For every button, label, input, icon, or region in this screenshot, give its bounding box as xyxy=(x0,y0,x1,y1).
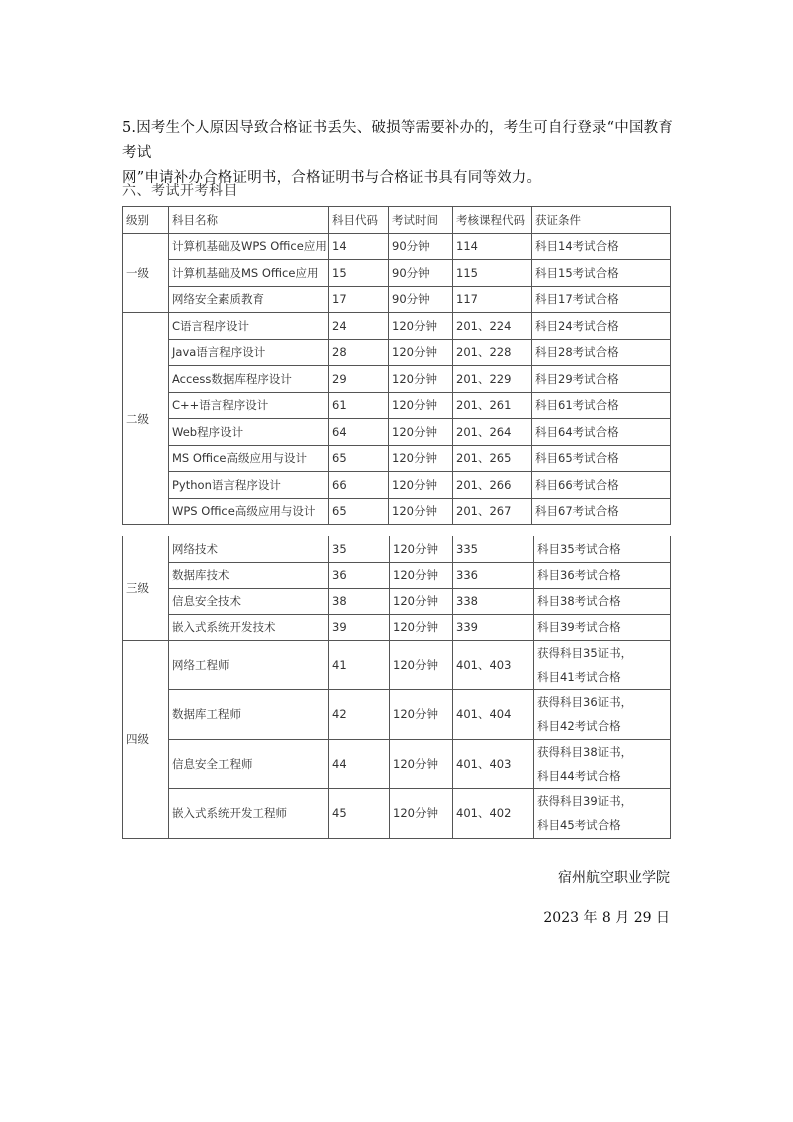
table-row xyxy=(123,690,671,740)
table-row xyxy=(123,614,671,640)
course-code-cell: 114 xyxy=(453,233,532,260)
subject-name-cell: 网络安全素质教育 xyxy=(169,286,329,313)
subject-name-cell: 嵌入式系统开发工程师 xyxy=(169,789,329,839)
subject-code-cell: 39 xyxy=(329,614,390,640)
subject-name-cell: 信息安全技术 xyxy=(169,588,329,614)
course-code-cell: 201、266 xyxy=(453,472,532,499)
subject-name-cell: MS Office高级应用与设计 xyxy=(169,445,329,472)
exam-time-cell: 120分钟 xyxy=(389,313,453,340)
table-row xyxy=(123,472,671,499)
table-row xyxy=(123,366,671,393)
condition-line-2: 科目45考试合格 xyxy=(537,818,621,833)
course-code-cell: 201、265 xyxy=(453,445,532,472)
table-header-row xyxy=(123,207,671,234)
certification-condition-cell: 科目39考试合格 xyxy=(534,614,671,640)
course-code-cell: 401、404 xyxy=(453,690,534,740)
subject-name-cell: 网络技术 xyxy=(169,536,329,562)
course-code-cell: 401、403 xyxy=(453,640,534,690)
exam-time-cell: 120分钟 xyxy=(389,366,453,393)
table-row xyxy=(123,339,671,366)
subject-name-cell: 信息安全工程师 xyxy=(169,739,329,789)
course-code-cell: 335 xyxy=(453,536,534,562)
header-cell: 获证条件 xyxy=(532,207,671,234)
condition-line-1: 获得科目36证书， xyxy=(537,695,633,710)
exam-time-cell: 120分钟 xyxy=(389,498,453,525)
level-cell: 三级 xyxy=(123,536,169,640)
subject-name-cell: 数据库技术 xyxy=(169,562,329,588)
header-cell: 考试时间 xyxy=(389,207,453,234)
subject-name-cell: WPS Office高级应用与设计 xyxy=(169,498,329,525)
certification-condition-cell: 科目36考试合格 xyxy=(534,562,671,588)
course-code-cell: 338 xyxy=(453,588,534,614)
table-row xyxy=(123,313,671,340)
condition-line-1: 获得科目39证书， xyxy=(537,794,633,809)
certification-condition-cell: 科目64考试合格 xyxy=(532,419,671,446)
course-code-cell: 401、402 xyxy=(453,789,534,839)
subject-name-cell: 计算机基础及WPS Office应用 xyxy=(169,233,329,260)
certification-condition-cell xyxy=(534,690,671,740)
subject-code-cell: 41 xyxy=(329,640,390,690)
subject-name-cell: 网络工程师 xyxy=(169,640,329,690)
subject-code-cell: 45 xyxy=(329,789,390,839)
level-cell: 一级 xyxy=(123,233,169,313)
table-row xyxy=(123,233,671,260)
exam-time-cell: 120分钟 xyxy=(390,562,453,588)
section-heading: 六、考试开考科目 xyxy=(122,183,238,199)
exam-time-cell: 120分钟 xyxy=(389,419,453,446)
table-row xyxy=(123,789,671,839)
exam-time-cell: 120分钟 xyxy=(390,536,453,562)
subject-name-cell: Java语言程序设计 xyxy=(169,339,329,366)
condition-line-1: 获得科目35证书， xyxy=(537,645,633,660)
subject-code-cell: 65 xyxy=(329,445,389,472)
subject-name-cell: Python语言程序设计 xyxy=(169,472,329,499)
subject-code-cell: 15 xyxy=(329,260,389,287)
course-code-cell: 201、267 xyxy=(453,498,532,525)
table-row xyxy=(123,739,671,789)
course-code-cell: 339 xyxy=(453,614,534,640)
paragraph-line-2: 网”申请补办合格证明书，合格证明书与合格证书具有同等效力。 xyxy=(122,170,542,186)
subject-name-cell: 嵌入式系统开发技术 xyxy=(169,614,329,640)
subject-code-cell: 14 xyxy=(329,233,389,260)
table-row xyxy=(123,392,671,419)
subject-code-cell: 64 xyxy=(329,419,389,446)
subject-name-cell: C语言程序设计 xyxy=(169,313,329,340)
certification-condition-cell: 科目24考试合格 xyxy=(532,313,671,340)
subject-code-cell: 35 xyxy=(329,536,390,562)
exam-time-cell: 120分钟 xyxy=(390,640,453,690)
course-code-cell: 201、228 xyxy=(453,339,532,366)
subject-name-cell: 数据库工程师 xyxy=(169,690,329,740)
certification-condition-cell: 科目65考试合格 xyxy=(532,445,671,472)
header-cell: 科目名称 xyxy=(169,207,329,234)
level-cell: 二级 xyxy=(123,313,169,525)
table-row xyxy=(123,562,671,588)
subject-code-cell: 66 xyxy=(329,472,389,499)
course-code-cell: 201、261 xyxy=(453,392,532,419)
header-cell: 考核课程代码 xyxy=(453,207,532,234)
subject-name-cell: C++语言程序设计 xyxy=(169,392,329,419)
certification-condition-cell: 科目29考试合格 xyxy=(532,366,671,393)
subject-code-cell: 36 xyxy=(329,562,390,588)
condition-line-2: 科目42考试合格 xyxy=(537,719,621,734)
subject-code-cell: 24 xyxy=(329,313,389,340)
exam-time-cell: 120分钟 xyxy=(389,392,453,419)
table-row xyxy=(123,286,671,313)
subject-code-cell: 65 xyxy=(329,498,389,525)
certification-condition-cell: 科目35考试合格 xyxy=(534,536,671,562)
certification-condition-cell xyxy=(534,640,671,690)
table-row xyxy=(123,260,671,287)
level-cell: 四级 xyxy=(123,640,169,838)
certification-condition-cell: 科目17考试合格 xyxy=(532,286,671,313)
exam-time-cell: 120分钟 xyxy=(390,739,453,789)
exam-time-cell: 90分钟 xyxy=(389,233,453,260)
subject-name-cell: Web程序设计 xyxy=(169,419,329,446)
table-row xyxy=(123,445,671,472)
certification-condition-cell: 科目66考试合格 xyxy=(532,472,671,499)
course-code-cell: 201、224 xyxy=(453,313,532,340)
subject-code-cell: 28 xyxy=(329,339,389,366)
subject-code-cell: 17 xyxy=(329,286,389,313)
certification-condition-cell xyxy=(534,789,671,839)
header-cell: 科目代码 xyxy=(329,207,389,234)
subject-code-cell: 29 xyxy=(329,366,389,393)
course-code-cell: 401、403 xyxy=(453,739,534,789)
exam-time-cell: 120分钟 xyxy=(389,445,453,472)
certification-condition-cell: 科目61考试合格 xyxy=(532,392,671,419)
condition-line-1: 获得科目38证书， xyxy=(537,744,633,759)
exam-time-cell: 90分钟 xyxy=(389,286,453,313)
subject-code-cell: 61 xyxy=(329,392,389,419)
exam-subjects-table-part-1 xyxy=(122,206,671,525)
table-row xyxy=(123,498,671,525)
exam-time-cell: 120分钟 xyxy=(389,472,453,499)
course-code-cell: 115 xyxy=(453,260,532,287)
course-code-cell: 201、264 xyxy=(453,419,532,446)
exam-time-cell: 120分钟 xyxy=(389,339,453,366)
subject-name-cell: 计算机基础及MS Office应用 xyxy=(169,260,329,287)
certification-condition-cell: 科目67考试合格 xyxy=(532,498,671,525)
exam-time-cell: 120分钟 xyxy=(390,614,453,640)
subject-code-cell: 44 xyxy=(329,739,390,789)
certification-condition-cell: 科目15考试合格 xyxy=(532,260,671,287)
condition-line-2: 科目44考试合格 xyxy=(537,768,621,783)
condition-line-2: 科目41考试合格 xyxy=(537,669,621,684)
certification-condition-cell: 科目28考试合格 xyxy=(532,339,671,366)
subject-name-cell: Access数据库程序设计 xyxy=(169,366,329,393)
institution-name: 宿州航空职业学院 xyxy=(558,870,670,886)
paragraph-line-1: 5.因考生个人原因导致合格证书丢失、破损等需要补办的，考生可自行登录“中国教育考试 xyxy=(122,120,674,161)
table-row xyxy=(123,640,671,690)
course-code-cell: 336 xyxy=(453,562,534,588)
table-row xyxy=(123,419,671,446)
course-code-cell: 117 xyxy=(453,286,532,313)
subject-code-cell: 38 xyxy=(329,588,390,614)
certification-condition-cell xyxy=(534,739,671,789)
certification-condition-cell: 科目14考试合格 xyxy=(532,233,671,260)
subject-code-cell: 42 xyxy=(329,690,390,740)
exam-subjects-table-part-2 xyxy=(122,536,671,839)
exam-time-cell: 90分钟 xyxy=(389,260,453,287)
certification-condition-cell: 科目38考试合格 xyxy=(534,588,671,614)
course-code-cell: 201、229 xyxy=(453,366,532,393)
table-row xyxy=(123,588,671,614)
exam-time-cell: 120分钟 xyxy=(390,690,453,740)
signature-date: 2023 年 8 月 29 日 xyxy=(543,910,670,926)
exam-time-cell: 120分钟 xyxy=(390,789,453,839)
header-cell: 级别 xyxy=(123,207,169,234)
exam-time-cell: 120分钟 xyxy=(390,588,453,614)
table-row xyxy=(123,536,671,562)
